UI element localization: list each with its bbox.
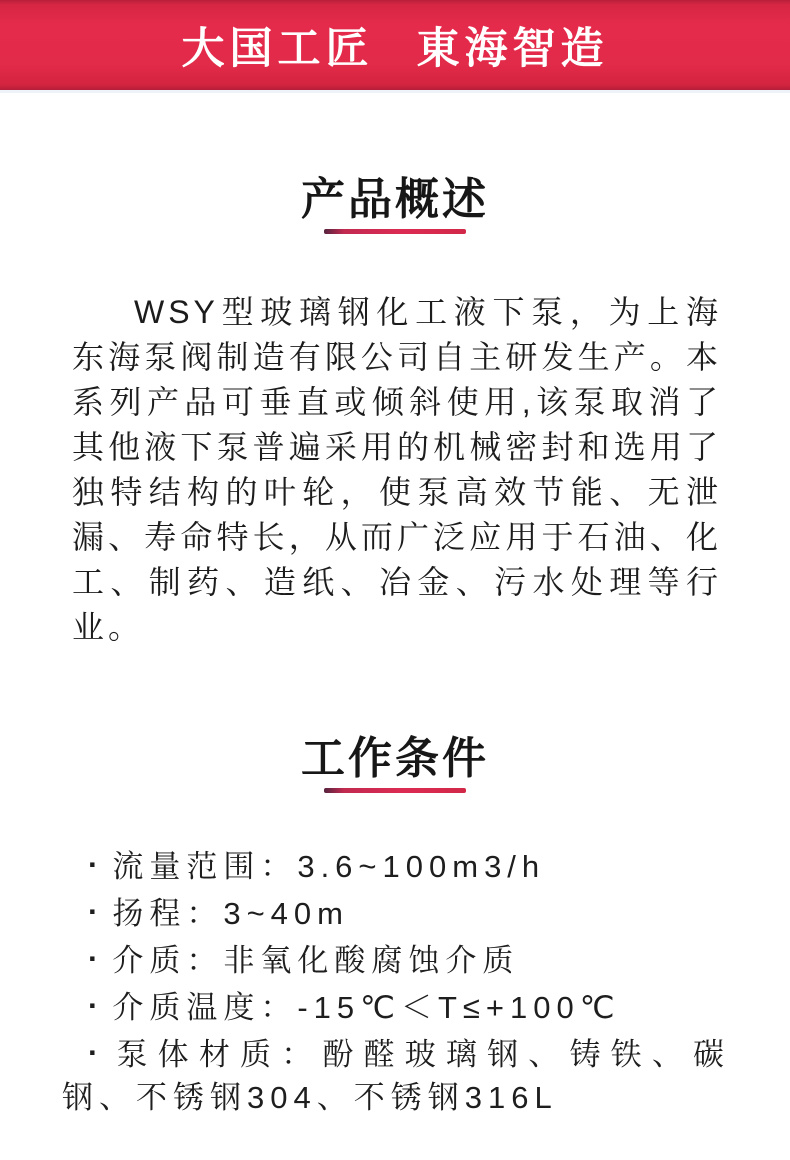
list-item-text: 流量范围：3.6~100m3/h — [112, 849, 546, 884]
list-item — [62, 892, 730, 935]
overview-title-underline — [324, 229, 466, 234]
bullet-dot: · — [88, 894, 99, 929]
overview-paragraph: WSY型玻璃钢化工液下泵，为上海东海泵阀制造有限公司自主研发生产。本系列产品可垂直或倾斜使用,该泵取消了其他液下泵普遍采用的机械密封和选用了独特结构的叶轮，使泵高效节能、无泄漏、寿命特长，从而广泛应用于石油、化工、制药、造纸、冶金、污水处理等行业。 — [72, 294, 722, 645]
top-banner — [0, 0, 790, 93]
conditions-section-title: 工作条件 — [301, 734, 489, 783]
overview-section-title: 产品概述 — [301, 175, 489, 224]
list-item-text: 扬程：3~40m — [112, 896, 349, 931]
list-item — [62, 986, 730, 1029]
list-item — [62, 1033, 730, 1119]
bullet-dot: · — [88, 941, 99, 976]
bullet-dot: · — [88, 988, 99, 1023]
page-content — [0, 175, 790, 1119]
section-conditions — [0, 734, 790, 1119]
list-item-text: 泵体材质：酚醛玻璃钢、铸铁、碳钢、不锈钢304、不锈钢316L — [62, 1037, 730, 1115]
list-item — [62, 845, 730, 888]
conditions-title-underline — [324, 788, 466, 793]
list-item-text: 介质：非氧化酸腐蚀介质 — [112, 943, 520, 978]
list-item-text: 介质温度：-15℃＜T≤+100℃ — [112, 990, 621, 1025]
conditions-list — [62, 845, 730, 1119]
banner-title: 大国工匠 東海智造 — [181, 24, 609, 73]
bullet-dot: · — [88, 847, 99, 882]
list-item — [62, 939, 730, 982]
bullet-dot: · — [88, 1035, 99, 1070]
section-overview — [0, 175, 790, 650]
